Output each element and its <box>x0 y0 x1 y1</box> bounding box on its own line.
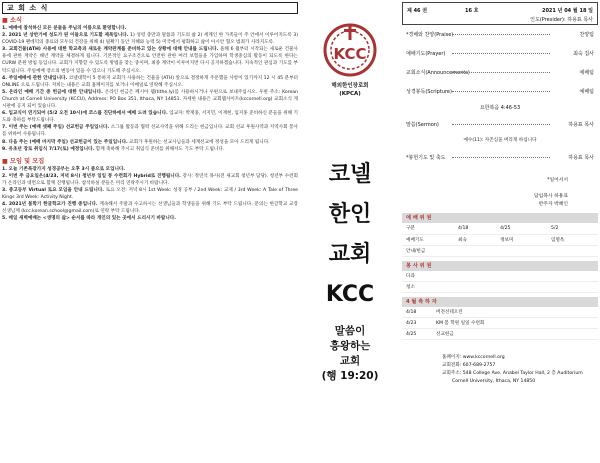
issue-volume: 제 46 권 <box>407 8 428 14</box>
leader-dots <box>452 124 550 125</box>
groups-list <box>2 166 298 223</box>
table-cell: 4/25 <box>496 223 547 234</box>
order-item <box>402 82 598 101</box>
announcement-item <box>2 187 298 201</box>
order-item <box>402 25 598 44</box>
announcement-text: 함께 축하해 주시고 취임식 준비를 위해서도 기도 부탁 드립니다. <box>95 146 225 152</box>
church-address: 교회주소: 548 College Ave. Anabel Taylor Hall, 2 층 Auditorium <box>442 370 583 376</box>
announcement-item <box>2 201 298 215</box>
order-item-leader: 최숙 집사 <box>573 51 594 57</box>
order-item-leader: 하용표 목사 <box>568 122 594 128</box>
logo-text: KCC <box>333 45 367 63</box>
event-row <box>402 307 598 318</box>
announcement-item <box>2 173 298 187</box>
order-item-name: *경배와 찬양(Praise) <box>406 32 454 38</box>
announcement-lead: 8. 다음 주는 (예배 마지막 주일) 선교헌금이 있는 주일입니다. <box>2 139 128 145</box>
announcement-item <box>2 146 298 153</box>
announcement-lead: 2. 이번 주 금요일은(4/23, 저녁 8시) 청년부 일일 봉 수련회가 Hybrid로 진행됩니다. <box>2 173 181 179</box>
announcement-item <box>2 75 298 89</box>
order-item-leader: 하용표 목사 <box>568 155 594 161</box>
church-address-line2: Cornell University, Ithaca, NY 14850 <box>452 378 536 384</box>
cover-panel <box>302 2 398 461</box>
announcements-title: 교 회 소 식 <box>2 2 298 14</box>
order-item-name: 예배기도(Prayer) <box>406 51 446 57</box>
announcement-lead: 2. 2021 년 상반기에 성도가 된 이들으로 기도할 제목입니다. <box>2 33 129 39</box>
schedule-table <box>402 223 598 246</box>
org-abbr: (KPCA) <box>339 91 361 97</box>
order-item-name: 말씀(Sermon) <box>406 122 439 128</box>
event-row <box>402 318 598 329</box>
news-section-title: ■ 소식 <box>2 17 22 24</box>
table-cell: 예배기도 <box>402 234 454 245</box>
church-name-line: 한인 <box>328 202 372 227</box>
service-committee-bar: 봉 사 위 원 <box>402 261 598 271</box>
slogan-line: 교회 <box>339 355 361 367</box>
event-text: 버전선테오린 <box>436 309 463 315</box>
announcement-lead: 3. 교회건물(ATH) 사용에 대한 학교측과 새로운 계약관계를 준비하고 있는 상황에 대해 안내를 드립니다. <box>2 47 219 53</box>
groups-section-title: ■ 모임 및 모집 <box>2 157 45 165</box>
event-text: KM 봄 학원 일일 수련회 <box>436 320 485 326</box>
order-item-leader: 예배팀 <box>579 89 594 95</box>
announcement-item <box>2 110 298 124</box>
announcement-item <box>2 32 298 46</box>
table-cell: 임명옥 <box>547 234 598 245</box>
order-item <box>402 115 598 134</box>
service-row: 다과 <box>402 271 598 282</box>
announcement-text: 소그룹 활동과 협력 선교사역을 위해 드리는 헌금입니다. 교회 선교 후원사역과 지역사회 봉사를 위하여 사용됩니다. <box>2 125 298 138</box>
announcement-lead: 5. 매일 새벽예배는 <생명의 삶> 순서를 따라 개인의 있는 곳에서 드리시기 바랍니다. <box>2 216 176 222</box>
worship-order-panel <box>402 2 598 461</box>
leader-dots <box>452 91 550 92</box>
bulletin-header <box>402 2 598 25</box>
celebration-bar: 4 월 축 하 자 <box>402 297 598 307</box>
slogan-line: (행 19:20) <box>321 370 379 382</box>
leader-dots <box>452 157 550 158</box>
announcement-text: 교회가 후원하는 선교사님들과 세계선교에 정성을 모아 드리게 됩니다. <box>129 139 270 145</box>
announcement-item <box>2 166 298 173</box>
order-item-leader: 예배팀 <box>579 70 594 76</box>
church-phone: 교회전화: 607-689-2757 <box>442 362 496 368</box>
order-item <box>402 44 598 63</box>
announcement-lead: 3. 중고등부 Virtual 토요 모임을 안내 드립니다. <box>2 187 104 193</box>
announcement-text: 코넬대학이 5 통하지 교회가 사용하는 건물을 (ATH) 앞으로 결정하게 주문했을 사항이 있기까지 12 시 45 분부터 ONLINE 으로 드립니다. 저희는 내용은 교회 홈페이지를 보거나 이메일로 연락해 주십시오. <box>2 75 298 88</box>
event-row <box>402 329 598 340</box>
leader-dots <box>452 34 550 35</box>
event-date: 4/23 <box>406 320 417 326</box>
presider: 인도(Presider): 하용표 목사 <box>530 17 593 23</box>
issue-number: 16 호 <box>465 8 479 14</box>
leader-dots <box>452 53 550 54</box>
service-row: 청소 <box>402 282 598 293</box>
table-cell: 정보미 <box>496 234 547 245</box>
announcement-lead: 6. 입교식이 연기되어 (5/2 오전 10시)에 코스를 진단하에서 예배 드려 있습니다. <box>2 111 168 117</box>
table-cell: 4/18 <box>454 223 496 234</box>
church-name-line: KCC <box>325 282 375 307</box>
order-item-name: 교회소식(Announcements) <box>406 70 470 76</box>
event-date: 4/18 <box>406 309 417 315</box>
table-cell: 구분 <box>402 223 454 234</box>
leader-dots <box>452 72 550 73</box>
ministers <box>402 177 598 209</box>
order-item-leader: 찬양팀 <box>579 32 594 38</box>
announcement-text: 입교자: 박재홍, 서지민, 이재현, 임지홍 준비하신 분들을 위해 기도와 축하를 부탁드립니다. <box>2 111 298 124</box>
standing-note: *일어서서 <box>547 178 568 183</box>
table-row <box>402 234 598 245</box>
announcement-item <box>2 139 298 146</box>
announcements-panel <box>2 2 298 461</box>
announcement-lead: 5. 온라인 예배 기간 중 헌금에 대한 안내입니다. <box>2 89 103 95</box>
table-cell: 5/2 <box>547 223 598 234</box>
schedule-row-ushers: 안내/헌금 <box>402 246 598 257</box>
announcement-lead: 7. 이번 주는 (예배 셋째 주일) 선교헌금 주일입니다. <box>2 125 110 131</box>
announcement-text: 계속해서 주말과 수고하시는 선생님들과 학생들을 위해 기도 부탁 드립니다. 문의는 한글학교 교장 선생님께 (kcc.korean.school@gmail.com)로 연락 부탁 드립니다. <box>2 202 298 215</box>
event-text: 선교헌금 <box>436 331 454 337</box>
slogan <box>302 324 398 384</box>
announcement-text: 올해 6 월부터 시작되는 새로운 건물사용에 관한 계약은 해년 계약을 체결하게 됩니다. 기본적인 요구조건으로 안전한 관한 여러 보험들을 가입하며 학생중심의 활동이 되도록 한다는 CURW 분원 방침 등입니다. 교회가 지향할 수 있도록 방법을 찾는 중이며, 최종 계약이 이루어지면 다시 공지하겠습니다. 지속적인 관심과 기도를 부탁드립니다. 주일예배 장소의 변동이 있을 수 있으니 기도해 주십시오. <box>2 47 298 74</box>
announcement-item <box>2 25 298 32</box>
worship-committee-bar: 예 배 위 원 <box>402 213 598 223</box>
table-cell: 최숙 <box>454 234 496 245</box>
order-item-name: 성경봉독(Scripture) <box>406 89 452 95</box>
announcement-lead: 9. 유초년 장로 취임식 7/17(토) 예정입니다. <box>2 146 95 152</box>
order-item-name: *봉헌기도 및 축도 <box>406 155 446 161</box>
announcement-lead: 1. 예배에 참석하신 모든 분들을 주님의 이름으로 환영합니다. <box>2 26 127 31</box>
church-logo <box>321 20 379 78</box>
org-name: 해외한인장로회 <box>331 83 369 89</box>
announcement-lead: 1. 오늘 기존목장가지 성경공부는 오후 3시 줌으로 모입니다. <box>2 166 126 172</box>
announcement-text: 토요 오전: 저녁 8시 1st Week: 성경 공부 / 2nd Week: 교제 / 3rd Week: A Tale of Three Kings 3rd Week: Activity Night. <box>2 187 298 201</box>
announcement-lead: 4. 2021년 봄학기 한글학교가 진행 중입니다. <box>2 202 98 208</box>
homepage-link[interactable]: 홈페이지: www.kccornell.org <box>442 354 505 360</box>
announcement-text: 온라인 헌금은 페시아 웹(tithe.ly)를 사용하시거나 우편으로 보내주십시오. 우편 주소: Korean Church at Cornell University (KCCU), Address: PO Box 351, Ithaca, NY 14851. 자세한 내용은 교회웹사이트(kccornell.org) 교회소식 게시판에 공지 되어 있습니다. <box>2 89 298 110</box>
scripture-reference: 요한복음 4:46-53 <box>479 105 521 111</box>
contact-info <box>402 354 598 386</box>
announcement-item <box>2 124 298 138</box>
slogan-line: 흥왕하는 <box>329 340 371 352</box>
minister-line: 담임목사 하용표 <box>534 194 568 199</box>
sermon-title: 예수(11): 자존심을 버리게 하십니다 <box>463 138 537 143</box>
announcement-text: 강사: 정연석 목사(전 새교회 청년부 담당). 청년부 수련회가 온라인과 대면으로 함께 진행됩니다. 참석하실 분들은 미리 연락주시기 바랍니다. <box>2 173 298 186</box>
slogan-line: 말씀이 <box>334 325 366 337</box>
organization <box>302 82 398 98</box>
announcement-lead: 4. 주일예배에 관한 안내입니다. <box>2 75 68 81</box>
news-list <box>2 25 298 153</box>
order-item <box>402 63 598 82</box>
announcement-text: 1) 성령 충만과 말씀과 기도의 삶 2) 세계인 한 가족들이 주 안에서 이루어지도록 3) COVID-19 팬데믹의 종료와 모두의 건강을 위해 4) 필확기 동안 지혜와 능력 5) 미국에서 평화하고 삶이 아시안 혐오 범죄가 사라지도록. <box>2 33 298 46</box>
announcement-item <box>2 215 298 222</box>
order-item <box>402 148 598 167</box>
church-name-line: 코넬 <box>328 162 372 187</box>
minister-line: 반주자 박혜인 <box>538 202 568 207</box>
announcement-item <box>2 89 298 110</box>
announcement-item <box>2 46 298 74</box>
table-row <box>402 223 598 234</box>
event-date: 4/25 <box>406 331 417 337</box>
issue-date: 2021 년 04 월 18 일 <box>541 8 593 14</box>
church-name-line: 교회 <box>328 242 372 267</box>
